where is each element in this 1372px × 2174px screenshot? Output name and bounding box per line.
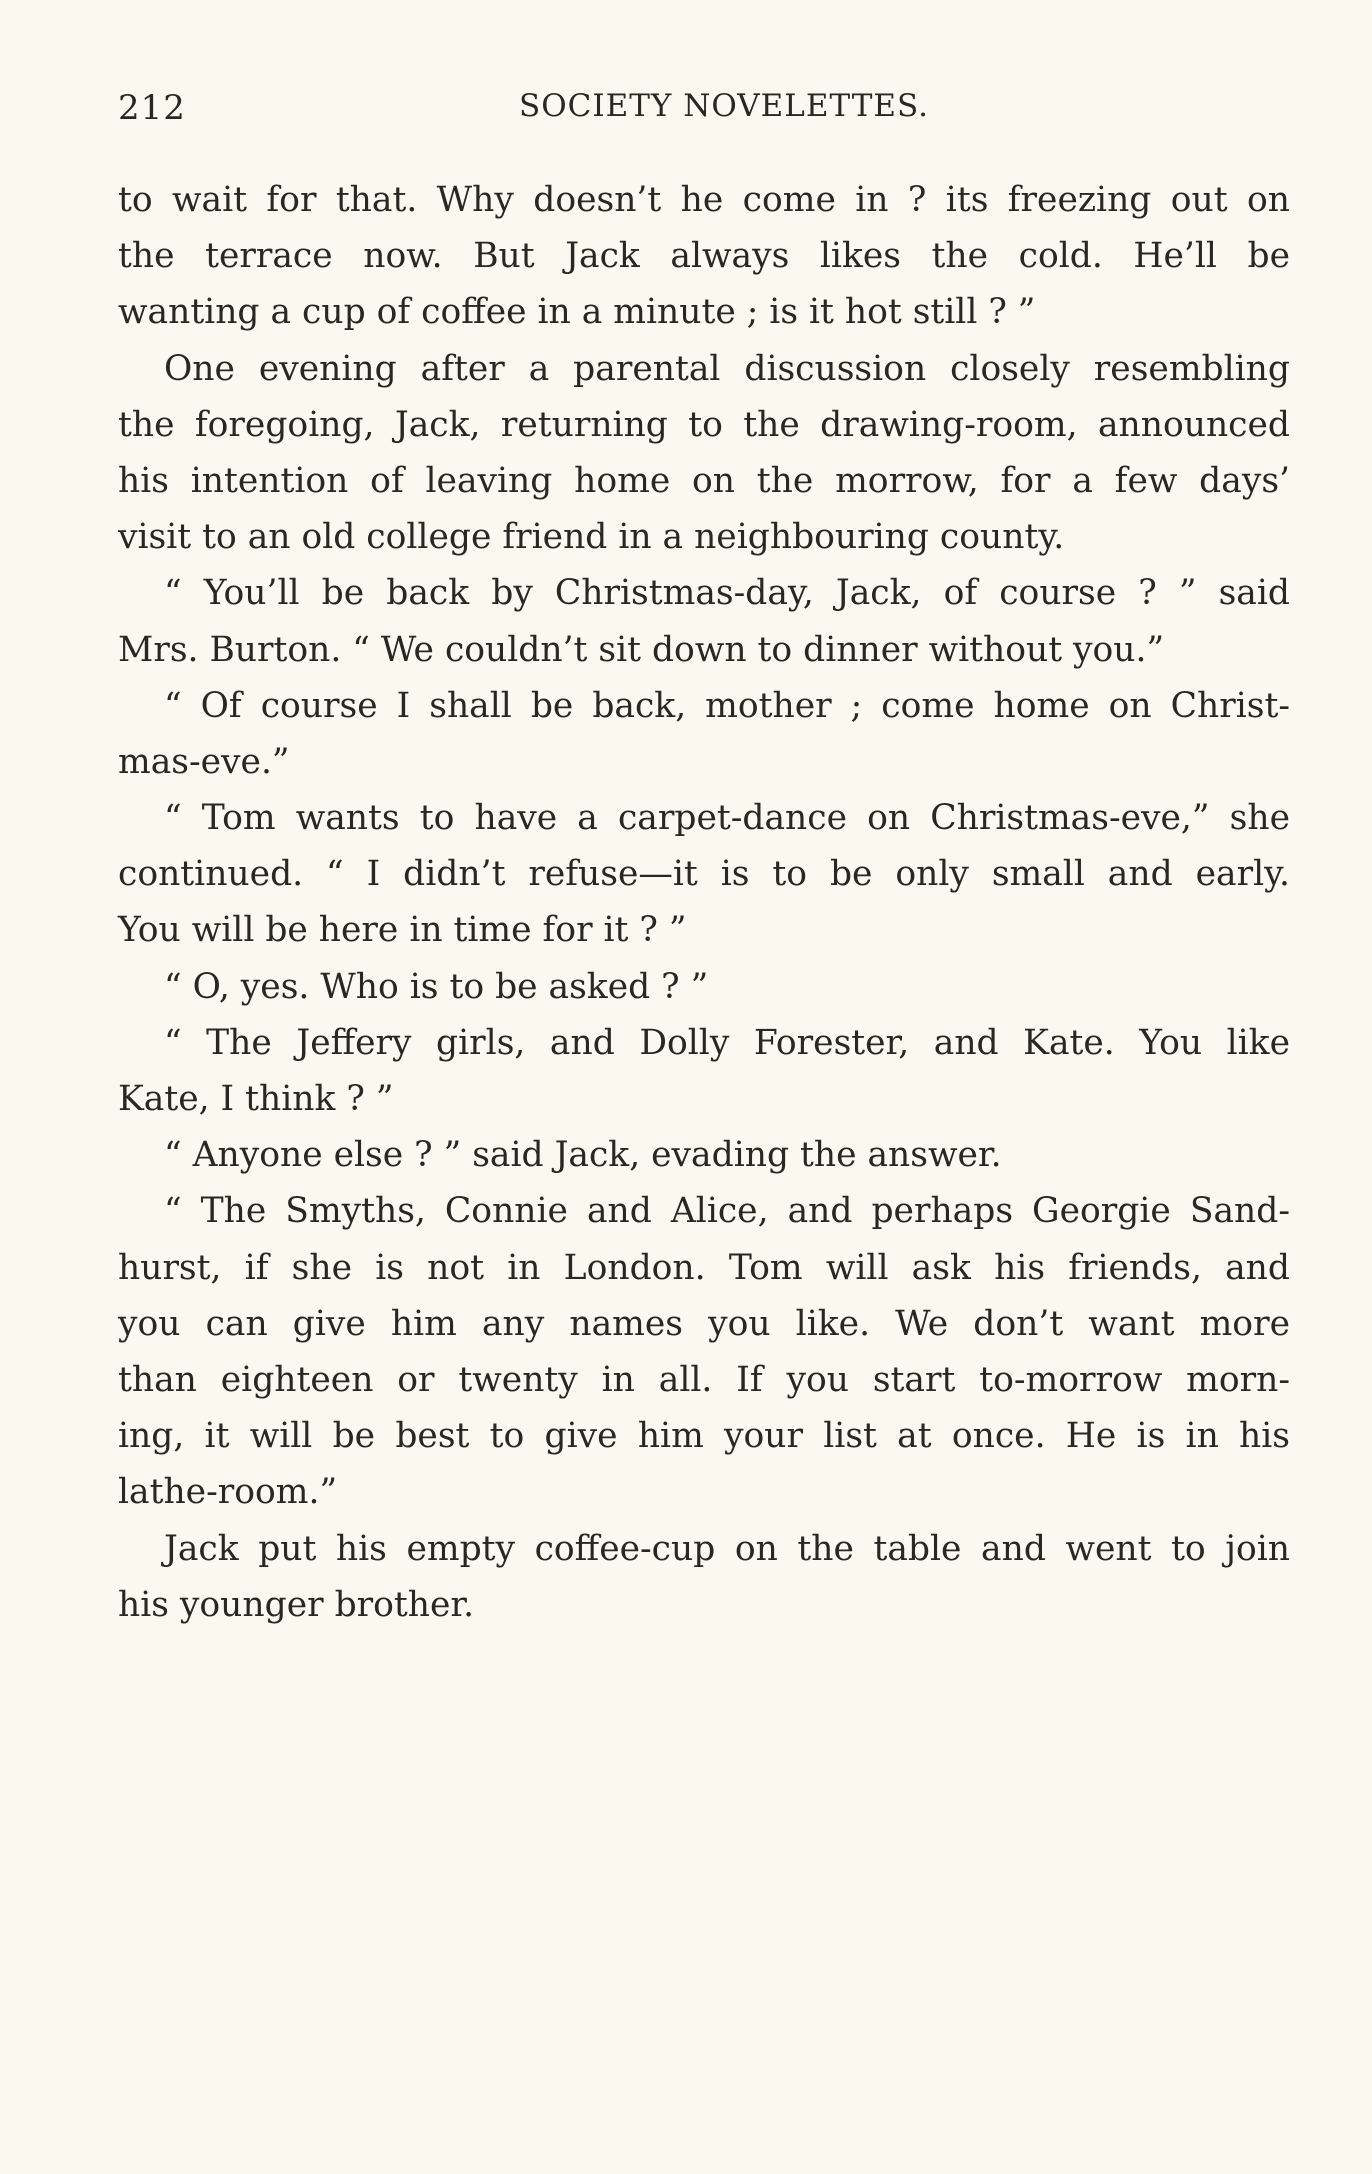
page-number: 212 <box>118 88 186 128</box>
text-line: One evening after a parental discussion closely resembling <box>164 348 1290 389</box>
text-line: “ Tom wants to have a carpet-dance on Christmas-eve,” she <box>164 798 1290 839</box>
text-line: “ The Jeffery girls, and Dolly Forester, and Kate. You like <box>164 1022 1290 1063</box>
text-line: continued. “ I didn’t refuse—it is to be only small and early. <box>118 854 1290 895</box>
text-line: You will be here in time for it ? ” <box>118 910 687 951</box>
text-line: his intention of leaving home on the morrow, for a few days’ <box>118 460 1290 501</box>
text-line: his younger brother. <box>118 1584 475 1625</box>
text-line: you can give him any names you like. We don’t want more <box>118 1303 1290 1344</box>
text-line: Kate, I think ? ” <box>118 1079 394 1119</box>
text-line: ing, it will be best to give him your list at once. He is in his <box>118 1416 1290 1457</box>
body-text <box>118 172 1290 1633</box>
text-line: “ O, yes. Who is to be asked ? ” <box>164 966 709 1007</box>
text-line: “ You’ll be back by Christmas-day, Jack, of course ? ” said <box>164 573 1290 614</box>
running-head: SOCIETY NOVELETTES. <box>518 88 929 124</box>
text-line: lathe-room.” <box>118 1472 338 1513</box>
text-line: “ Anyone else ? ” said Jack, evading the answer. <box>164 1135 1002 1176</box>
text-line: Mrs. Burton. “ We couldn’t sit down to dinner without you.” <box>118 629 1165 670</box>
text-line: wanting a cup of coffee in a minute ; is it hot still ? ” <box>118 292 1036 333</box>
text-line: “ The Smyths, Connie and Alice, and perhaps Georgie Sand- <box>164 1191 1290 1232</box>
page-header <box>118 88 1290 136</box>
text-line: “ Of course I shall be back, mother ; come home on Christ- <box>164 685 1290 726</box>
text-line: hurst, if she is not in London. Tom will ask his friends, and <box>118 1247 1290 1288</box>
text-line: than eighteen or twenty in all. If you start to-morrow morn- <box>118 1359 1290 1400</box>
text-line: the foregoing, Jack, returning to the drawing-room, announced <box>118 404 1290 445</box>
text-line: Jack put his empty coffee-cup on the table and went to join <box>164 1528 1290 1569</box>
text-line: the terrace now. But Jack always likes the cold. He’ll be <box>118 236 1290 277</box>
text-line: visit to an old college friend in a neighbouring county. <box>118 517 1065 558</box>
text-line: mas-eve.” <box>118 741 290 782</box>
text-line: to wait for that. Why doesn’t he come in ? its freezing out on <box>118 180 1290 220</box>
